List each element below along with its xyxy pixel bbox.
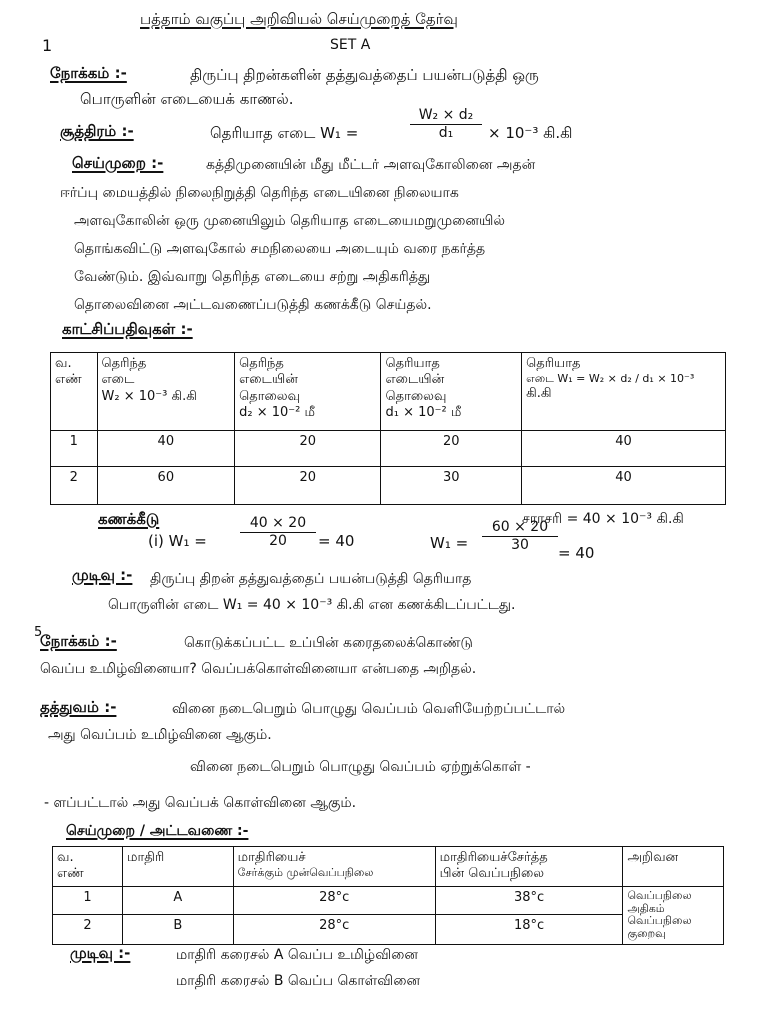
table-cell: 2 [51,467,98,505]
exp2-aim-line1: கொடுக்கப்பட்ட உப்பின் கரைதலைக்கொண்டு [184,635,473,651]
exp1-procedure-line: தொங்கவிட்டு அளவுகோல் சமநிலையை அடையும் வரை நகர்த்த [74,241,486,257]
table-row [53,887,724,915]
exp2-aim-line2: வெப்ப உமிழ்வினையா? வெப்பக்கொள்வினையா என்பதை அறிதல். [40,661,477,677]
exp1-calc-fraction-1 [240,516,316,550]
exp1-calc-i: (i) W₁ = [148,532,207,550]
exp2-theory-line1: வினை நடைபெறும் பொழுது வெப்பம் வெளியேற்றப்பட்டால் [172,701,566,717]
header-line: எண் [57,866,84,882]
exp1-formula-lhs: தெரியாத எடை W₁ = [210,124,359,142]
page-number: 1 [42,36,53,55]
header-line: சேர்க்கும் முன்வெப்பநிலை [237,866,374,880]
table-row [53,915,724,944]
header-line: மாதிரியைச்சேர்த்த [439,850,548,865]
table-header-cell [381,353,522,431]
exp1-procedure-line: வேண்டும். இவ்வாறு தெரிந்த எடையை சற்று அதிகரித்து [74,269,431,285]
header-line: தெரிந்த [101,356,147,371]
exp2-number: 5 [34,625,43,640]
exp1-formula-fraction [410,108,482,142]
header-line: பின் வெப்பநிலை [439,866,545,882]
header-line: வ. [55,356,72,371]
exp1-formula-numerator: W₂ × d₂ [418,107,474,123]
calc-denominator: 20 [269,533,287,550]
header-line: அறிவன [627,850,679,865]
header-line: தெரியாத [385,356,440,371]
header-line: எடையின் [239,372,298,388]
exp1-procedure-line: தொலைவினை அட்டவணைப்படுத்தி கணக்கீடு செய்தல். [74,297,432,313]
header-line: வ. [57,850,74,865]
table-cell: A [123,887,234,915]
header-line: கி.கி [526,386,552,401]
exp1-observation-label: காட்சிப்பதிவுகள் :- [62,320,193,338]
exp1-calc-label: கணக்கீடு [98,510,160,528]
calc-denominator: 30 [511,537,529,554]
table-header-row [51,353,726,431]
header-line: தொலைவு [385,388,447,404]
table-header-cell [522,353,726,431]
note-line: வெப்பநிலை [627,889,692,902]
exp1-calc-w1: W₁ = [430,534,469,552]
table-cell: 28°c [233,915,435,944]
table-header-cell [123,847,234,887]
note-line: வெப்பநிலை [627,914,692,928]
exp2-observation-table [52,846,724,945]
header-line: எண் [55,372,82,388]
table-cell: 40 [522,467,726,505]
exp1-result-label: முடிவு :- [72,566,133,584]
header-line: மாதிரி [127,850,165,865]
header-line: d₁ × 10⁻² மீ [385,404,462,420]
header-line: எடையின் [385,372,445,388]
exp1-procedure-line: அளவுகோலின் ஒரு முனையிலும் தெரியாத எடையைமறுமுனையில் [74,213,505,229]
header-line: தெரியாத [526,356,581,371]
header-line: W₂ × 10⁻³ கி.கி [101,388,197,404]
exp2-procedure-label: செய்முறை / அட்டவணை :- [66,823,249,839]
exp1-aim-line1: திருப்பு திறன்களின் தத்துவத்தைப் பயன்படுத்தி ஒரு [190,66,539,84]
exp1-procedure-line: கத்திமுனையின் மீது மீட்டர் அளவுகோலினை அதன் [206,157,536,173]
header-line: எடை W₁ = W₂ × d₂ / d₁ × 10⁻³ [526,372,695,386]
set-label: SET A [330,37,371,53]
exp2-theory-line4: - ளப்பட்டால் அது வெப்பக் கொள்வினை ஆகும். [44,795,357,811]
table-cell: B [123,915,234,944]
table-cell: 1 [53,887,123,915]
table-header-cell [97,353,235,431]
table-cell: 1 [51,431,98,467]
table-row [51,431,726,467]
table-header-row [53,847,724,887]
table-header-cell [51,353,98,431]
calc-numerator: 40 × 20 [249,515,307,531]
exp1-formula-denominator: d₁ [438,125,454,142]
table-cell: 20 [235,467,381,505]
table-header-cell [435,847,623,887]
exp2-theory-line2: அது வெப்பம் உமிழ்வினை ஆகும். [48,727,272,743]
table-row [51,467,726,505]
exp2-result-line2: மாதிரி கரைசல் B வெப்ப கொள்வினை [176,973,421,989]
note-line: குறைவு [627,926,666,940]
table-cell: 18°c [435,915,623,944]
header-line: எடை [101,372,135,388]
table-header-cell [235,353,381,431]
calc-numerator: 60 × 20 [491,519,549,535]
exp2-aim-label: நோக்கம் :- [40,632,117,650]
exp1-result-line1: திருப்பு திறன் தத்துவத்தைப் பயன்படுத்தி தெரியாத [150,571,472,587]
exp2-result-label: முடிவு :- [70,944,131,962]
table-cell: 40 [522,431,726,467]
exp1-calc-result-2: = 40 [558,544,595,562]
exp1-calc-result-1: = 40 [318,532,355,550]
header-line: தொலைவு [239,388,301,404]
table-header-cell [233,847,435,887]
table-cell: 20 [235,431,381,467]
table-cell: 30 [381,467,522,505]
exp1-formula-label: சூத்திரம் :- [60,122,134,140]
exp1-procedure-label: செய்முறை :- [72,154,164,172]
header-line: d₂ × 10⁻² மீ [239,404,315,420]
table-cell: 2 [53,915,123,944]
table-cell: 60 [97,467,235,505]
table-cell: 28°c [233,887,435,915]
table-notes-cell [623,887,724,945]
exp1-aim-label: நோக்கம் :- [50,64,127,82]
exp2-theory-line3: வினை நடைபெறும் பொழுது வெப்பம் ஏற்றுக்கொள் - [190,759,531,775]
table-cell: 40 [97,431,235,467]
exp1-observation-table [50,352,726,505]
table-cell: 20 [381,431,522,467]
header-line: தெரிந்த [239,356,284,371]
exp2-result-line1: மாதிரி கரைசல் A வெப்ப உமிழ்வினை [176,947,418,963]
exp1-procedure-line: ஈர்ப்பு மையத்தில் நிலைநிறுத்தி தெரிந்த எடையினை நிலையாக [60,185,459,201]
table-header-cell [53,847,123,887]
note-line: அதிகம் [627,901,665,915]
exp1-formula-rhs: × 10⁻³ கி.கி [488,124,573,142]
table-cell: 38°c [435,887,623,915]
header-line: மாதிரியைச் [237,850,306,865]
exp1-average: சராசரி = 40 × 10⁻³ கி.கி [522,511,684,527]
page-title: பத்தாம் வகுப்பு அறிவியல் செய்முறைத் தேர்வு [140,10,458,28]
exp1-aim-line2: பொருளின் எடையைக் காணல். [80,90,294,108]
exp2-theory-label: தத்துவம் :- [40,698,117,716]
exp1-result-line2: பொருளின் எடை W₁ = 40 × 10⁻³ கி.கி என கணக்கிடப்பட்டது. [108,597,516,613]
table-header-cell [623,847,724,887]
